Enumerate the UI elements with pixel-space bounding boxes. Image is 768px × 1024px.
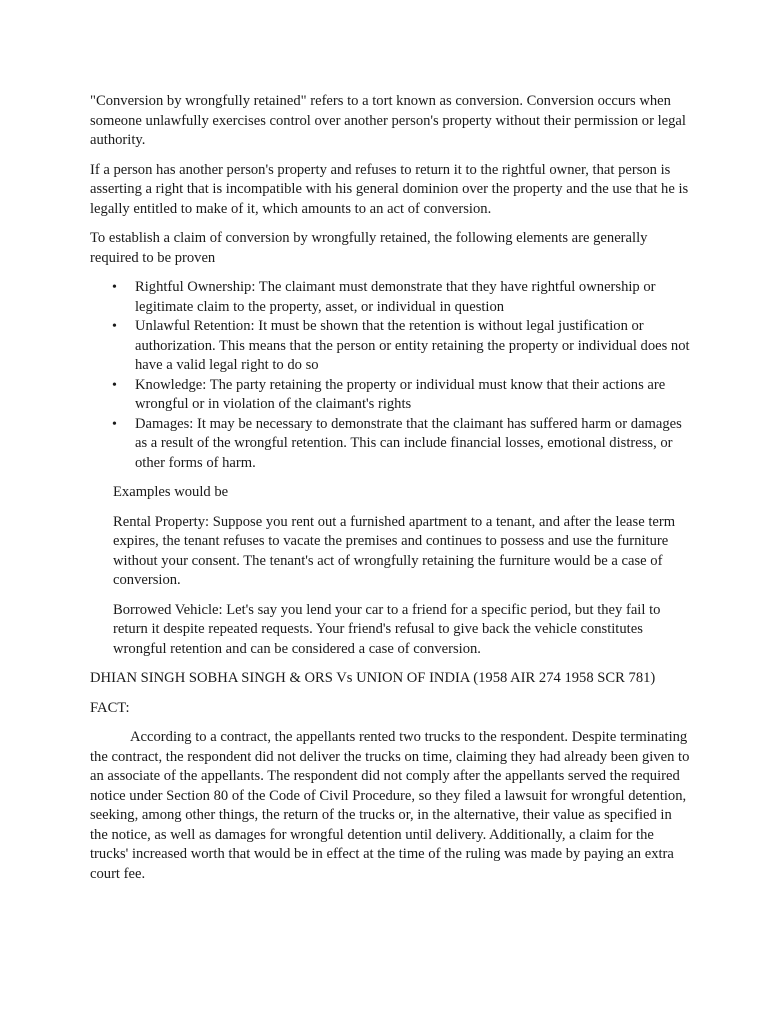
fact-heading: FACT: bbox=[90, 699, 130, 716]
bullet-icon: • bbox=[112, 319, 117, 334]
intro-paragraph-1: "Conversion by wrongfully retained" refers to a tort known as conversion. Conversion occurs when someone unlawfully exercises control over another person's property without their permission or legal authority. bbox=[90, 93, 686, 148]
list-item bbox=[90, 317, 690, 376]
bullet-icon: • bbox=[112, 416, 117, 432]
bullet-icon: • bbox=[112, 280, 117, 295]
list-item bbox=[90, 376, 690, 415]
examples-heading: Examples would be bbox=[113, 484, 229, 500]
list-item-text: Unlawful Retention: It must be shown that the retention is without legal justification or authorization. This means that the person or entity retaining the property or individual does not have a valid legal right to do so bbox=[135, 318, 690, 373]
list-item-text: Knowledge: The party retaining the property or individual must know that their actions are wrongful or in violation of the claimant's rights bbox=[135, 376, 666, 412]
fact-paragraph: According to a contract, the appellants rented two trucks to the respondent. Despite terminating the contract, the respondent did not deliver the trucks on time, claiming they had already been given to an associate of the appellants. The respondent did not comply after the appellants served the required notice under Section 80 of the Code of Civil Procedure, so they filed a lawsuit for wrongful detention, seeking, among other things, the return of the trucks or, in the alternative, their value as specified in the notice, as well as damages for wrongful detention until delivery. Additionally, a claim for the trucks' increased worth that would be in effect at the time of the ruling was made by paying an extra court fee. bbox=[90, 729, 690, 882]
list-item bbox=[90, 415, 690, 474]
bullet-icon: • bbox=[112, 377, 117, 393]
intro-paragraph-2: If a person has another person's property and refuses to return it to the rightful owner, that person is asserting a right that is incompatible with his general dominion over the property and the use that he is legally entitled to make of it, which amounts to an act of conversion. bbox=[90, 161, 689, 217]
intro-paragraph-3: To establish a claim of conversion by wrongfully retained, the following elements are generally required to be proven bbox=[90, 230, 648, 266]
case-title: DHIAN SINGH SOBHA SINGH & ORS Vs UNION OF INDIA (1958 AIR 274 1958 SCR 781) bbox=[90, 670, 656, 686]
list-item bbox=[90, 278, 690, 317]
list-item-text: Damages: It may be necessary to demonstrate that the claimant has suffered harm or damages as a result of the wrongful retention. This can include financial losses, emotional distress, or other forms of harm. bbox=[135, 415, 682, 471]
document-body bbox=[90, 92, 690, 894]
list-item-text: Rightful Ownership: The claimant must demonstrate that they have rightful ownership or legitimate claim to the property, asset, or individual in question bbox=[135, 279, 656, 315]
example-rental-property: Rental Property: Suppose you rent out a furnished apartment to a tenant, and after the lease term expires, the tenant refuses to vacate the premises and continues to possess and use the furniture without your consent. The tenant's act of wrongfully retaining the furniture would be a case of conversion. bbox=[113, 513, 676, 588]
example-borrowed-vehicle: Borrowed Vehicle: Let's say you lend your car to a friend for a specific period, but they fail to return it despite repeated requests. Your friend's refusal to give back the vehicle constitutes wrongful retention and can be considered a case of conversion. bbox=[113, 601, 661, 657]
elements-list bbox=[90, 278, 690, 473]
